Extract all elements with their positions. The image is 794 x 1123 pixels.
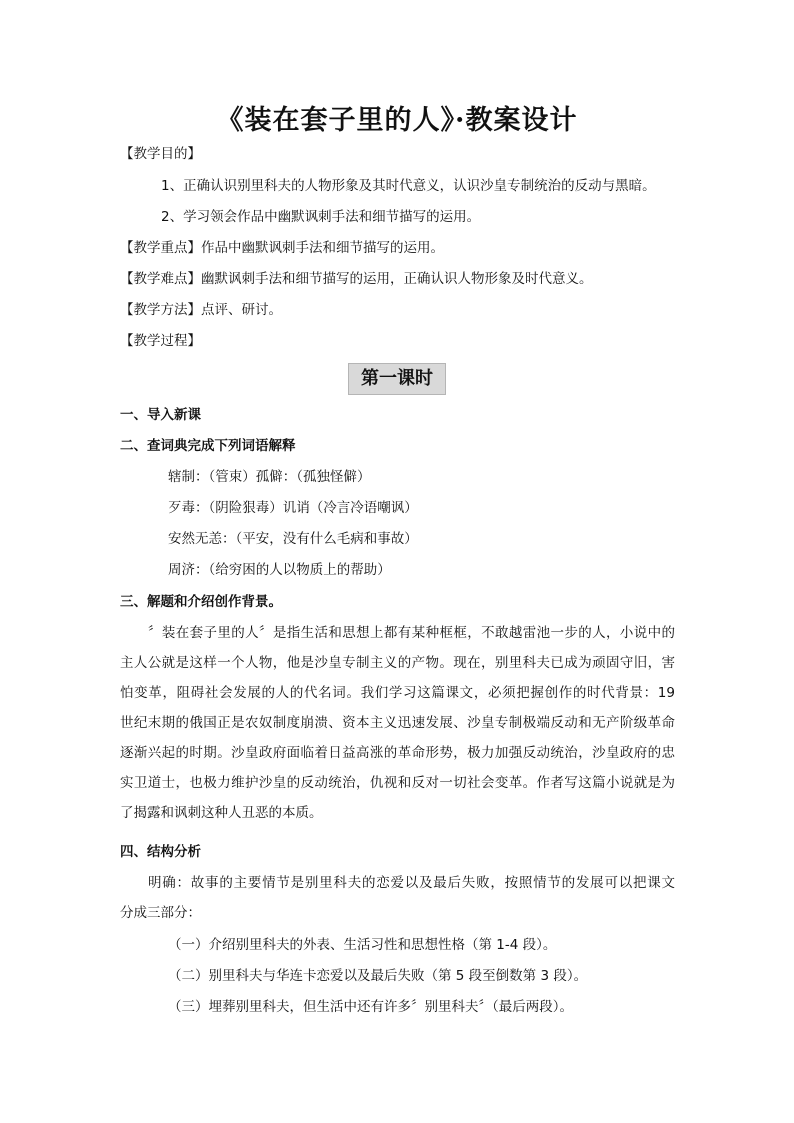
paragraph-line: 分成三部分：: [120, 905, 201, 921]
key-points: 【教学重点】作品中幽默讽刺手法和细节描写的运用。: [120, 240, 444, 256]
vocab-item: 歹毒：（阴险狠毒）讥诮（冷言冷语嘲讽）: [168, 500, 418, 516]
section-heading-2: 二、查词典完成下列词语解释: [120, 438, 296, 454]
paragraph-line: 了揭露和讽刺这种人丑恶的本质。: [120, 805, 323, 821]
section-heading-1: 一、导入新课: [120, 407, 201, 423]
methods: 【教学方法】点评、研讨。: [120, 302, 282, 318]
objectives-label: 【教学目的】: [120, 146, 201, 162]
objective-item-2: 2、学习领会作品中幽默讽刺手法和细节描写的运用。: [161, 209, 481, 225]
structure-part-1: （一）介绍别里科夫的外表、生活习性和思想性格（第 1-4 段）。: [168, 937, 557, 953]
vocab-item: 周济：（给穷困的人以物质上的帮助）: [168, 562, 391, 578]
background-paragraph: [120, 623, 675, 833]
section-heading-3: 三、解题和介绍创作背景。: [120, 594, 282, 610]
paragraph-line: 主人公就是这样一个人物，他是沙皇专制主义的产物。现在，别里科夫已成为顽固守旧，害: [120, 655, 675, 671]
lesson-heading: 第一课时: [348, 363, 446, 395]
vocab-item: 安然无恙：（平安，没有什么毛病和事故）: [168, 531, 418, 547]
section-heading-4: 四、结构分析: [120, 844, 201, 860]
paragraph-line: 〞装在套子里的人〞是指生活和思想上都有某种框框，不敢越雷池一步的人，小说中的: [148, 625, 675, 641]
process-label: 【教学过程】: [120, 333, 201, 349]
structure-part-3: （三）埋葬别里科夫，但生活中还有许多〞别里科夫〞（最后两段）。: [168, 999, 573, 1015]
structure-part-2: （二）别里科夫与华连卡恋爱以及最后失败（第 5 段至倒数第 3 段）。: [168, 968, 588, 984]
difficulties: 【教学难点】幽默讽刺手法和细节描写的运用，正确认识人物形象及时代意义。: [120, 271, 593, 287]
paragraph-line: 逐渐兴起的时期。沙皇政府面临着日益高涨的革命形势，极力加强反动统治，沙皇政府的忠: [120, 745, 675, 761]
vocab-item: 辖制：（管束）孤僻：（孤独怪僻）: [168, 469, 371, 485]
paragraph-line: 怕变革，阻碍社会发展的人的代名词。我们学习这篇课文，必须把握创作的时代背景：19: [120, 685, 675, 701]
objective-item-1: 1、正确认识别里科夫的人物形象及其时代意义，认识沙皇专制统治的反动与黑暗。: [161, 178, 656, 194]
paragraph-line: 世纪末期的俄国正是农奴制度崩溃、资本主义迅速发展、沙皇专制极端反动和无产阶级革命: [120, 715, 675, 731]
structure-paragraph: [120, 873, 675, 933]
paragraph-line: 实卫道士，也极力维护沙皇的反动统治，仇视和反对一切社会变革。作者写这篇小说就是为: [120, 775, 675, 791]
paragraph-line: 明确：故事的主要情节是别里科夫的恋爱以及最后失败，按照情节的发展可以把课文: [148, 875, 675, 891]
document-title: 《装在套子里的人》·教案设计: [216, 105, 578, 136]
